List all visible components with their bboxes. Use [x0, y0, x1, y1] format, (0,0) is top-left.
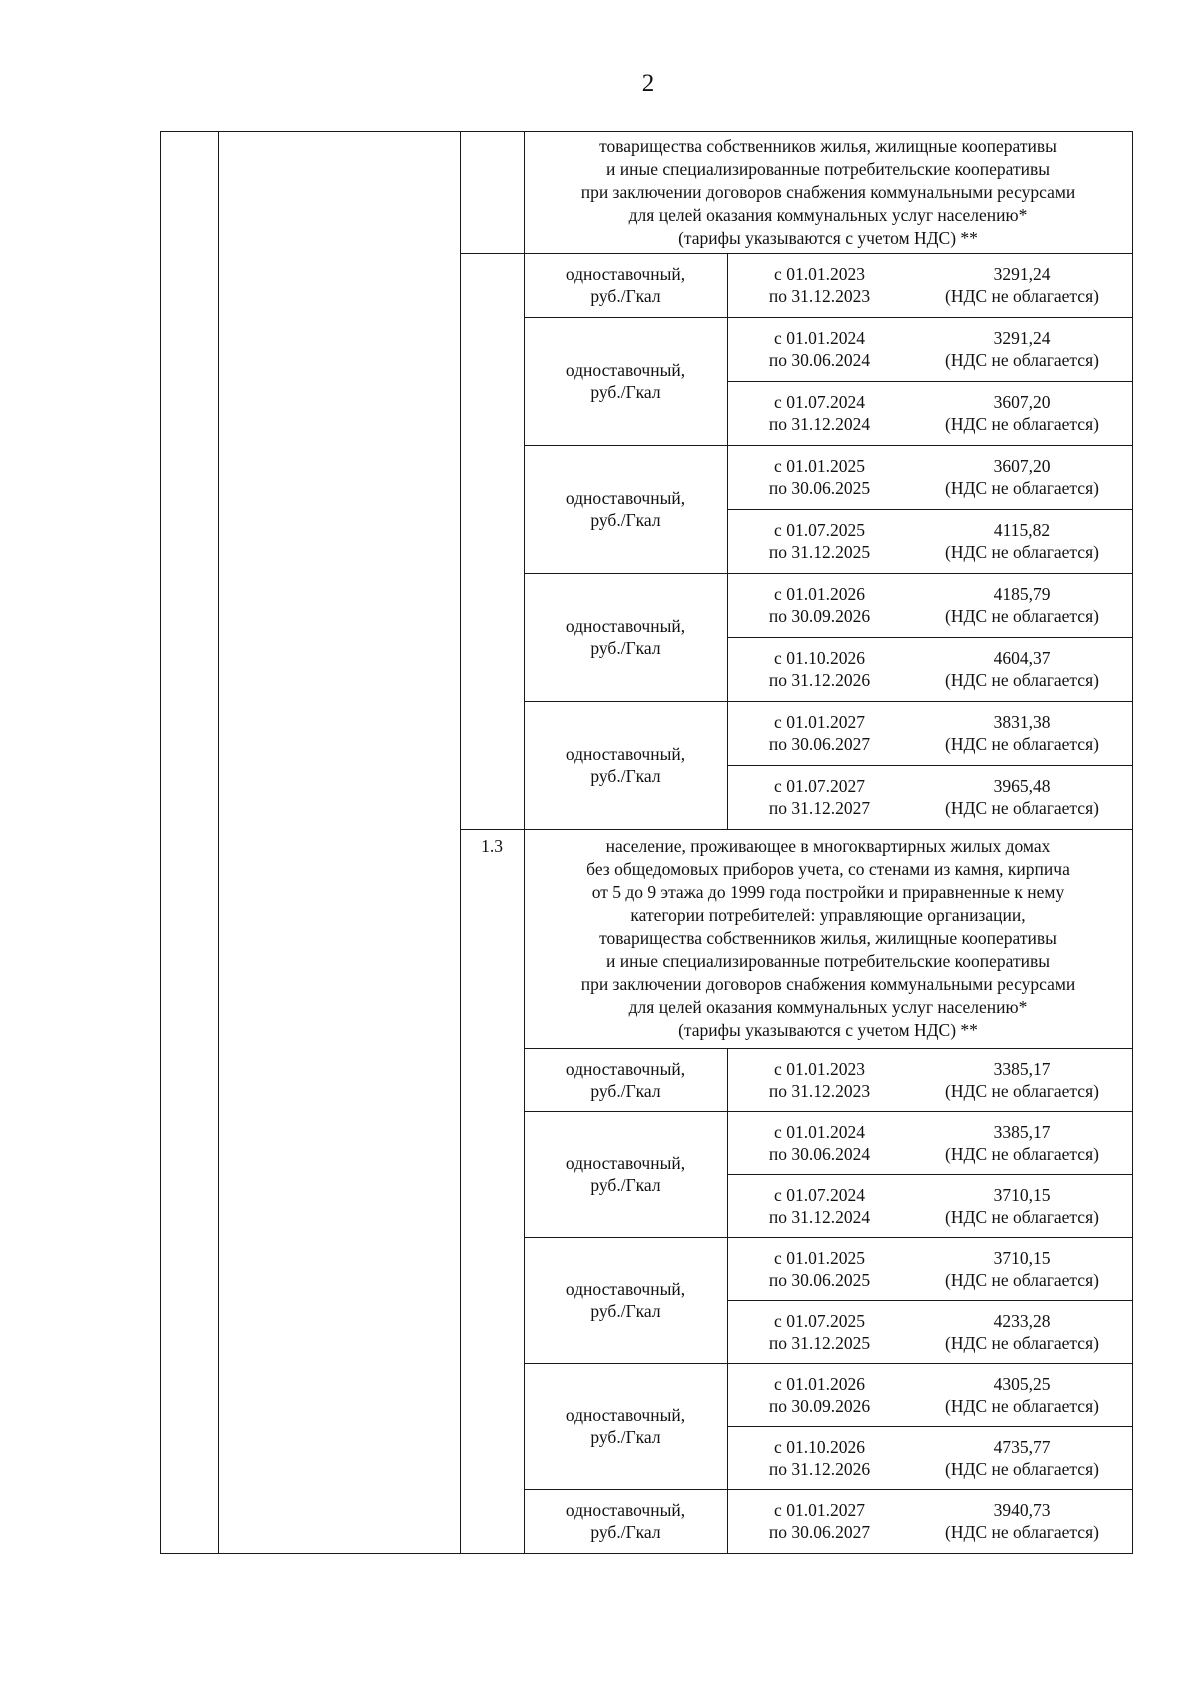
section-2-tariff-line: 4305,25: [993, 1373, 1051, 1394]
section-description-line: от 5 до 9 этажа до 1999 года постройки и приравненные к нему: [591, 882, 1065, 902]
section-1-period-line: с 01.07.2024: [774, 392, 865, 412]
section-1-tariff: [912, 445, 1132, 509]
section-2-tariff: [912, 1426, 1132, 1489]
section-1-tariff-line: 3291,24: [993, 264, 1051, 284]
section-1-period: [727, 445, 912, 509]
table-rule: [727, 445, 728, 574]
section-1-tariff-line: 3965,48: [993, 776, 1051, 796]
section-2-tariff-line: 4735,77: [993, 1436, 1051, 1457]
section-description-line: и иные специализированные потребительские кооперативы: [605, 159, 1050, 179]
section-1-tariff-line: 3291,24: [993, 328, 1051, 348]
section-1-tariff: [912, 317, 1132, 381]
section-2-period-line: с 01.01.2024: [774, 1121, 865, 1142]
section-1-period-line: по 31.12.2026: [768, 670, 871, 690]
section-1-period-line: с 01.07.2025: [774, 520, 865, 540]
section-1-tariff-line: (НДС не облагается): [945, 478, 1099, 498]
page-number: 2: [641, 70, 655, 97]
section-1-tariff-line: 3607,20: [993, 456, 1051, 476]
section-1-tariff: [912, 701, 1132, 765]
section-1-period-line: по 31.12.2024: [768, 414, 871, 434]
section-1-tariff-line: (НДС не облагается): [945, 798, 1099, 818]
table-rule: [460, 829, 1133, 830]
section-2-tariff-line: 3385,17: [993, 1058, 1051, 1079]
section-description-line: для целей оказания коммунальных услуг населению*: [628, 997, 1028, 1017]
section-1-tariff-line: (НДС не облагается): [945, 286, 1099, 306]
section-2-tariff: [912, 1048, 1132, 1111]
section-1-period-line: с 01.01.2024: [774, 328, 865, 348]
section-2-rate-type-line: руб./Гкал: [590, 1427, 661, 1447]
section-1-period: [727, 573, 912, 637]
section-description-line: без общедомовых приборов учета, со стенами из камня, кирпича: [586, 859, 1070, 879]
section-2-rate-type-line: руб./Гкал: [590, 1301, 661, 1321]
section-number: 1.3: [481, 836, 503, 856]
section-2-rate-type-line: руб./Гкал: [590, 1521, 661, 1542]
section-2-period-line: с 01.01.2023: [774, 1058, 865, 1079]
section-description-line: для целей оказания коммунальных услуг населению*: [628, 205, 1028, 225]
section-1-rate-type: [524, 573, 727, 701]
section-1-tariff: [912, 637, 1132, 701]
section-1-rate-type-line: одноставочный,: [565, 744, 686, 764]
section-2-period: [727, 1048, 912, 1111]
section-1-rate-type-line: одноставочный,: [565, 264, 686, 284]
section-1-tariff-line: (НДС не облагается): [945, 350, 1099, 370]
section-1-rate-type: [524, 317, 727, 445]
section-1-period: [727, 253, 912, 317]
section-2-rate-type: [524, 1111, 727, 1237]
section-2-tariff: [912, 1174, 1132, 1237]
section-2-tariff: [912, 1489, 1132, 1552]
table-bottom-border: [160, 1553, 1133, 1554]
section-1-tariff-line: 3607,20: [993, 392, 1051, 412]
section-description-line: категории потребителей: управляющие организации,: [630, 905, 1026, 925]
table-rule: [727, 701, 728, 830]
section-2-period-line: с 01.01.2026: [774, 1373, 865, 1394]
section-2-period-line: по 31.12.2025: [768, 1332, 871, 1353]
section-1-period: [727, 637, 912, 701]
section-2-rate-type-line: руб./Гкал: [590, 1080, 661, 1101]
table-right-border: [1132, 131, 1133, 1554]
section-2-tariff-line: (НДС не облагается): [945, 1206, 1099, 1227]
table-rule: [727, 1048, 728, 1112]
section-1-rate-type-line: одноставочный,: [565, 488, 686, 508]
section-2-tariff-line: (НДС не облагается): [945, 1332, 1099, 1353]
table-rule: [727, 1489, 728, 1553]
section-2-period-line: с 01.01.2027: [774, 1499, 865, 1520]
section-2-period-line: по 30.06.2025: [768, 1269, 871, 1290]
section-1-tariff-line: (НДС не облагается): [945, 606, 1099, 626]
section-1-period: [727, 381, 912, 445]
section-1-tariff-line: 4185,79: [993, 584, 1051, 604]
section-2-tariff-line: 3385,17: [993, 1121, 1051, 1142]
section-2-period: [727, 1300, 912, 1363]
section-1-period: [727, 509, 912, 573]
section-2-tariff-line: (НДС не облагается): [945, 1458, 1099, 1479]
section-1-rate-type: [524, 253, 727, 317]
section-2-tariff-line: (НДС не облагается): [945, 1521, 1099, 1542]
section-2-rate-type-line: одноставочный,: [565, 1405, 686, 1425]
section-1-rate-type-line: руб./Гкал: [590, 382, 661, 402]
section-2-rate-type-line: одноставочный,: [565, 1499, 686, 1520]
section-2-tariff-line: (НДС не облагается): [945, 1143, 1099, 1164]
section-1-tariff: [912, 381, 1132, 445]
section-2-rate-type: [524, 1489, 727, 1552]
section-description-line: население, проживающее в многоквартирных жилых домах: [605, 836, 1051, 856]
section-2-tariff: [912, 1111, 1132, 1174]
section-1-period-line: по 30.06.2025: [768, 478, 871, 498]
section-1-period-line: с 01.01.2027: [774, 712, 865, 732]
section-2-period: [727, 1174, 912, 1237]
section-2-period-line: с 01.01.2025: [774, 1247, 865, 1268]
section-2-period-line: по 31.12.2024: [768, 1206, 871, 1227]
section-1-rate-type-line: руб./Гкал: [590, 638, 661, 658]
section-1-period-line: с 01.01.2025: [774, 456, 865, 476]
section-1-period-line: по 30.09.2026: [768, 606, 871, 626]
table-column-border: [218, 131, 219, 1554]
section-2-rate-type-line: одноставочный,: [565, 1058, 686, 1079]
table-rule: [727, 253, 728, 318]
section-description: [524, 835, 1132, 1042]
section-1-period-line: с 01.07.2027: [774, 776, 865, 796]
section-1-period-line: по 30.06.2024: [768, 350, 871, 370]
section-2-tariff-line: (НДС не облагается): [945, 1080, 1099, 1101]
section-1-tariff-line: 3831,38: [993, 712, 1051, 732]
section-2-tariff-line: 3710,15: [993, 1184, 1051, 1205]
section-1-tariff: [912, 573, 1132, 637]
section-2-period-line: по 30.06.2027: [768, 1521, 871, 1542]
table-rule: [727, 1111, 728, 1238]
section-1-tariff-line: (НДС не облагается): [945, 734, 1099, 754]
section-1-period-line: по 31.12.2025: [768, 542, 871, 562]
section-2-tariff-line: 3710,15: [993, 1247, 1051, 1268]
section-description-line: (тарифы указываются с учетом НДС) **: [678, 228, 978, 248]
section-2-rate-type-line: одноставочный,: [565, 1279, 686, 1299]
table-rule: [727, 317, 728, 446]
section-1-tariff-line: (НДС не облагается): [945, 542, 1099, 562]
section-2-tariff: [912, 1363, 1132, 1426]
section-2-rate-type-line: руб./Гкал: [590, 1175, 661, 1195]
section-2-rate-type-line: одноставочный,: [565, 1153, 686, 1173]
section-1-tariff-line: (НДС не облагается): [945, 670, 1099, 690]
section-2-period: [727, 1111, 912, 1174]
section-1-period: [727, 765, 912, 829]
section-2-rate-type: [524, 1363, 727, 1489]
section-description-line: (тарифы указываются с учетом НДС) **: [678, 1020, 978, 1040]
section-2-tariff: [912, 1300, 1132, 1363]
section-description-line: товарищества собственников жилья, жилищные кооперативы: [599, 136, 1057, 156]
table-rule: [727, 573, 728, 702]
section-2-tariff: [912, 1237, 1132, 1300]
section-description-line: товарищества собственников жилья, жилищные кооперативы: [599, 928, 1057, 948]
section-2-period-line: по 31.12.2023: [768, 1080, 871, 1101]
section-2-period-line: с 01.07.2025: [774, 1310, 865, 1331]
table-top-border: [160, 131, 1133, 132]
section-1-tariff-line: 4115,82: [993, 520, 1051, 540]
section-2-period-line: с 01.10.2026: [774, 1436, 865, 1457]
section-2-period: [727, 1489, 912, 1552]
section-1-period-line: по 30.06.2027: [768, 734, 871, 754]
section-1-rate-type: [524, 701, 727, 829]
section-1-period-line: с 01.10.2026: [774, 648, 865, 668]
section-2-period-line: по 30.09.2026: [768, 1395, 871, 1416]
section-1-rate-type-line: руб./Гкал: [590, 510, 661, 530]
table-left-border: [160, 131, 161, 1554]
section-1-rate-type-line: руб./Гкал: [590, 286, 661, 306]
section-2-rate-type: [524, 1237, 727, 1363]
section-description-line: при заключении договоров снабжения коммунальными ресурсами: [580, 974, 1076, 994]
section-1-rate-type-line: одноставочный,: [565, 360, 686, 380]
section-2-tariff-line: 4233,28: [993, 1310, 1051, 1331]
section-2-tariff-line: (НДС не облагается): [945, 1269, 1099, 1290]
section-1-tariff: [912, 509, 1132, 573]
section-1-period-line: с 01.01.2023: [774, 264, 865, 284]
section-1-period-line: по 31.12.2027: [768, 798, 871, 818]
section-description-line: и иные специализированные потребительские кооперативы: [605, 951, 1050, 971]
section-1-period-line: по 31.12.2023: [768, 286, 871, 306]
section-1-rate-type-line: одноставочный,: [565, 616, 686, 636]
table-rule: [727, 1363, 728, 1490]
section-description-line: при заключении договоров снабжения коммунальными ресурсами: [580, 182, 1076, 202]
section-description: [524, 135, 1132, 250]
section-2-period: [727, 1426, 912, 1489]
section-2-period: [727, 1363, 912, 1426]
section-2-period-line: по 31.12.2026: [768, 1458, 871, 1479]
section-1-tariff-line: 4604,37: [993, 648, 1051, 668]
section-1-period: [727, 701, 912, 765]
section-2-period-line: по 30.06.2024: [768, 1143, 871, 1164]
section-2-rate-type: [524, 1048, 727, 1111]
section-1-rate-type: [524, 445, 727, 573]
section-1-tariff: [912, 253, 1132, 317]
section-2-tariff-line: 3940,73: [993, 1499, 1051, 1520]
section-1-tariff-line: (НДС не облагается): [945, 414, 1099, 434]
section-1-period: [727, 317, 912, 381]
section-1-period-line: с 01.01.2026: [774, 584, 865, 604]
section-1-tariff: [912, 765, 1132, 829]
section-2-period: [727, 1237, 912, 1300]
section-2-tariff-line: (НДС не облагается): [945, 1395, 1099, 1416]
table-rule: [727, 1237, 728, 1364]
section-2-period-line: с 01.07.2024: [774, 1184, 865, 1205]
section-1-rate-type-line: руб./Гкал: [590, 766, 661, 786]
